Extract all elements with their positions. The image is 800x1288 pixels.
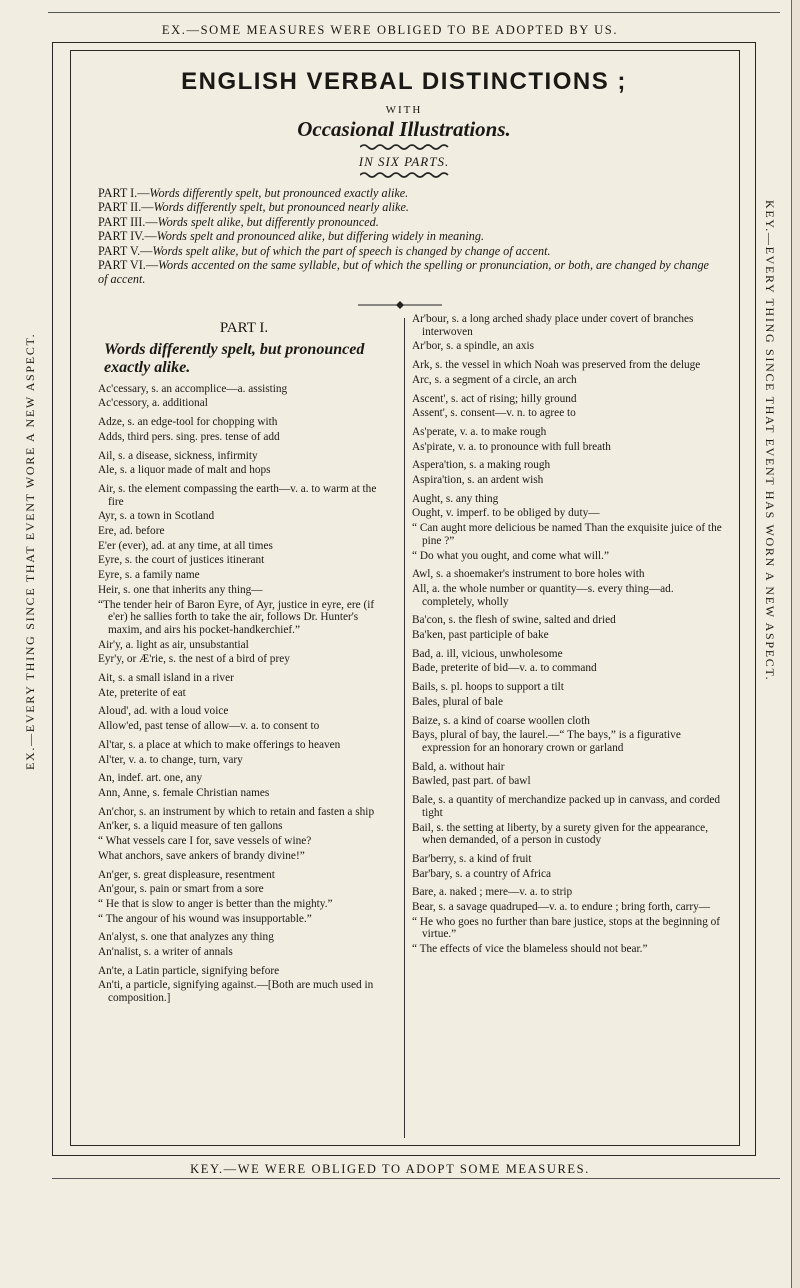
running-head-bottom: KEY.—WE WERE OBLIGED TO ADOPT SOME MEASURES. <box>190 1162 590 1176</box>
part-line <box>98 229 718 243</box>
dictionary-entry: Air'y, a. light as air, unsubstantial <box>98 638 249 651</box>
dictionary-entry: Baize, s. a kind of coarse woollen cloth <box>412 714 590 727</box>
ornament-wave-top <box>360 143 450 151</box>
side-margin-right: KEY.—EVERY THING SINCE THAT EVENT HAS WORN A NEW ASPECT. <box>763 200 777 682</box>
part-description: Words spelt alike, but of which the part of speech is changed by change of accent. <box>152 243 551 258</box>
dictionary-entry: An'ti, a particle, signifying against.—[Both are much used in composition.] <box>98 979 374 1005</box>
page-title: ENGLISH VERBAL DISTINCTIONS ; <box>181 68 627 95</box>
part-label: PART III.— <box>98 214 158 229</box>
dictionary-entry: Bawled, past part. of bawl <box>412 775 531 788</box>
part-heading: PART I. <box>219 320 269 336</box>
dictionary-entry: An'gour, s. pain or smart from a sore <box>98 883 264 896</box>
dictionary-entry: Aspira'tion, s. an ardent wish <box>412 474 544 487</box>
dictionary-entry: Allow'ed, past tense of allow—v. a. to consent to <box>98 720 320 733</box>
right-column <box>412 313 724 958</box>
dictionary-entry: Adze, s. an edge-tool for chopping with <box>98 416 278 429</box>
part-description: Words spelt alike, but differently pronounced. <box>157 214 379 229</box>
dictionary-entry: An'ger, s. great displeasure, resentment <box>98 868 275 881</box>
part-description: Words accented on the same syllable, but of which the spelling or pronunciation, or both, are changed by change of accent. <box>98 258 709 287</box>
part-line <box>98 215 718 229</box>
dictionary-entry: Bays, plural of bay, the laurel.—“ The bays,” is a figurative expression for an honorary crown or garland <box>412 729 681 754</box>
part-line <box>98 244 718 258</box>
part-label: PART IV.— <box>98 229 157 244</box>
dictionary-entry: Assent', s. consent—v. n. to agree to <box>412 407 576 420</box>
part-label: PART VI.— <box>98 258 159 273</box>
page-subtitle: Occasional Illustrations. <box>297 117 511 141</box>
dictionary-entry: Aught, s. any thing <box>412 492 499 505</box>
side-margin-left: EX.—EVERY THING SINCE THAT EVENT WORE A NEW ASPECT. <box>23 332 37 770</box>
dictionary-entry: Ba'con, s. the flesh of swine, salted and dried <box>412 614 616 627</box>
dictionary-entry: Al'tar, s. a place at which to make offerings to heaven <box>98 738 341 751</box>
dictionary-entry: Ate, preterite of eat <box>98 686 186 699</box>
dictionary-entry: An'ker, s. a liquid measure of ten gallons <box>98 820 283 833</box>
part-label: PART I.— <box>98 186 150 200</box>
dictionary-entry: “ Can aught more delicious be named Than the exquisite juice of the pine ?” <box>412 522 722 547</box>
dictionary-entry: E'er (ever), ad. at any time, at all times <box>98 539 273 552</box>
dictionary-entry: Eyre, s. the court of justices itinerant <box>98 554 265 567</box>
part-description: Words spelt and pronounced alike, but differing widely in meaning. <box>156 229 484 244</box>
dictionary-entry: Arc, s. a segment of a circle, an arch <box>412 373 577 386</box>
dictionary-entry: Bar'bary, s. a country of Africa <box>412 867 552 880</box>
column-divider <box>404 318 405 1138</box>
dictionary-entry: Ayr, s. a town in Scotland <box>98 510 215 523</box>
dictionary-entry: “ The effects of vice the blameless should not bear.” <box>412 943 648 956</box>
bottom-rule <box>52 1178 780 1179</box>
part-line <box>98 200 718 214</box>
dictionary-entry: Adds, third pers. sing. pres. tense of add <box>98 430 280 443</box>
dictionary-entry: Ail, s. a disease, sickness, infirmity <box>98 449 258 462</box>
dictionary-entry: An'nalist, s. a writer of annals <box>98 946 233 959</box>
dictionary-entry: Ann, Anne, s. female Christian names <box>98 786 270 799</box>
part-label: PART V.— <box>98 243 153 258</box>
part-line <box>98 258 718 287</box>
dictionary-entry: Awl, s. a shoemaker's instrument to bore holes with <box>412 568 645 581</box>
dictionary-entry: Ba'ken, past participle of bake <box>412 629 549 642</box>
dictionary-entry: Air, s. the element compassing the earth—v. a. to warm at the fire <box>98 482 377 508</box>
dictionary-entry: Bales, plural of bale <box>412 695 503 708</box>
parts-list <box>98 186 718 287</box>
dictionary-entry: Ac'cessory, a. additional <box>98 397 208 410</box>
dictionary-entry: As'pirate, v. a. to pronounce with full breath <box>412 440 611 453</box>
dictionary-entry: As'perate, v. a. to make rough <box>412 425 547 438</box>
dictionary-entry: Al'ter, v. a. to change, turn, vary <box>98 753 243 766</box>
dictionary-entry: Bails, s. pl. hoops to support a tilt <box>412 681 564 694</box>
dictionary-entry: “ He who goes no further than bare justice, stops at the beginning of virtue.” <box>412 915 721 941</box>
dictionary-entry: Ar'bor, s. a spindle, an axis <box>412 340 535 353</box>
dictionary-entry: An, indef. art. one, any <box>98 772 203 785</box>
dictionary-entry: Ait, s. a small island in a river <box>98 672 234 685</box>
dictionary-entry: Bear, s. a savage quadruped—v. a. to endure ; bring forth, carry— <box>412 901 711 914</box>
dictionary-entry: Ark, s. the vessel in which Noah was preserved from the deluge <box>412 359 701 372</box>
running-head-top: EX.—SOME MEASURES WERE OBLIGED TO BE ADOPTED BY US. <box>161 23 619 37</box>
dictionary-entry: Ar'bour, s. a long arched shady place under covert of branches interwoven <box>412 313 694 338</box>
dictionary-entry: Ere, ad. before <box>98 525 165 538</box>
part-description: Words differently spelt, but pronounced nearly alike. <box>153 200 409 215</box>
dictionary-entry: Eyr'y, or Æ'rie, s. the nest of a bird of prey <box>98 653 290 666</box>
right-entries <box>412 313 724 956</box>
left-column <box>98 318 390 1007</box>
part-label: PART II.— <box>98 200 154 215</box>
dictionary-entry: Bad, a. ill, vicious, unwholesome <box>412 647 563 660</box>
dictionary-entry: Bail, s. the setting at liberty, by a surety given for the appearance, when demanded, of a person in custody <box>412 821 709 847</box>
part-line <box>98 186 718 200</box>
part-description: Words differently spelt, but pronounced exactly alike. <box>149 186 409 200</box>
dictionary-entry: Bale, s. a quantity of merchandize packed up in canvass, and corded tight <box>412 794 721 819</box>
diamond-rule <box>340 300 460 310</box>
section-title: Words differently spelt, but pronounced exactly alike. <box>104 340 365 376</box>
dictionary-entry: An'te, a Latin particle, signifying before <box>98 964 280 977</box>
dictionary-entry: An'alyst, s. one that analyzes any thing <box>98 931 274 944</box>
top-rule <box>48 12 780 13</box>
dictionary-entry: “ Do what you ought, and come what will.” <box>412 549 610 562</box>
dictionary-entry: “The tender heir of Baron Eyre, of Ayr, justice in eyre, ere (if e'er) he sallies forth to take the air, follows Dr. Hunter's maxim, and airs his pocket-handkerchief.” <box>98 598 375 636</box>
dictionary-entry: Bare, a. naked ; mere—v. a. to strip <box>412 886 573 899</box>
left-entries <box>98 383 390 1005</box>
dictionary-entry: Aloud', ad. with a loud voice <box>98 705 229 718</box>
dictionary-entry: “ He that is slow to anger is better than the mighty.” <box>98 897 333 910</box>
dictionary-entry: Ought, v. imperf. to be obliged by duty— <box>412 507 600 520</box>
dictionary-entry: Ac'cessary, s. an accomplice—a. assisting <box>98 382 288 395</box>
dictionary-entry: All, a. the whole number or quantity—s. every thing—ad. completely, wholly <box>412 582 674 608</box>
dictionary-entry: Eyre, s. a family name <box>98 569 200 582</box>
dictionary-entry: Ascent', s. act of rising; hilly ground <box>412 392 577 405</box>
dictionary-entry: “ The angour of his wound was insupportable.” <box>98 912 312 925</box>
dictionary-entry: Bade, preterite of bid—v. a. to command <box>412 662 597 675</box>
dictionary-entry: “ What vessels care I for, save vessels of wine? <box>98 835 312 848</box>
dictionary-entry: Heir, s. one that inherits any thing— <box>98 583 263 596</box>
dictionary-entry: Ale, s. a liquor made of malt and hops <box>98 464 271 477</box>
dictionary-entry: An'chor, s. an instrument by which to retain and fasten a ship <box>98 805 375 818</box>
title-with: WITH <box>385 104 423 116</box>
dictionary-entry: What anchors, save ankers of brandy divine!” <box>98 849 305 862</box>
ornament-wave-bottom <box>360 171 450 179</box>
page-edge <box>791 0 800 1288</box>
in-six-parts: IN SIX PARTS. <box>358 154 450 169</box>
dictionary-entry: Bald, a. without hair <box>412 760 505 773</box>
dictionary-entry: Aspera'tion, s. a making rough <box>412 459 551 472</box>
dictionary-entry: Bar'berry, s. a kind of fruit <box>412 852 532 865</box>
